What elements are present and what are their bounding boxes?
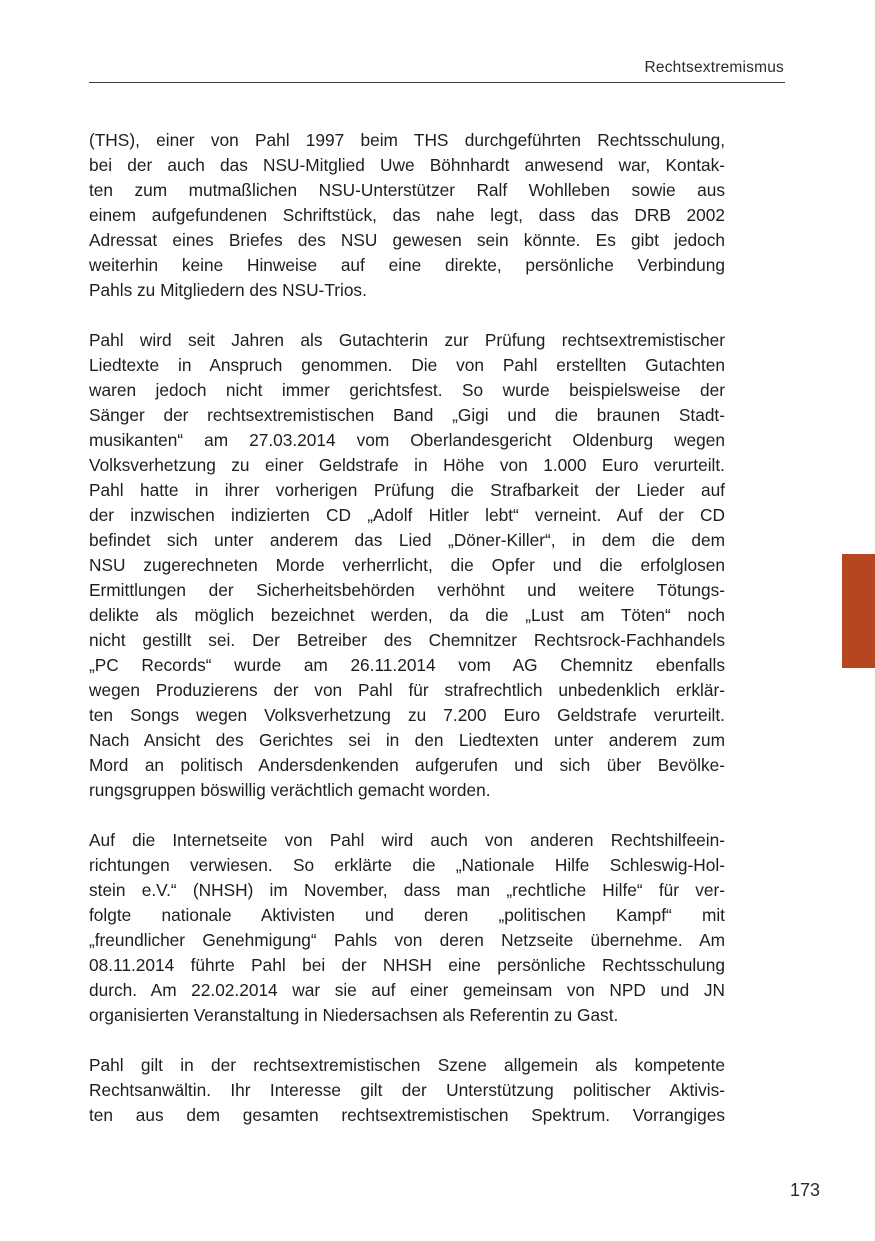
- text-line: Adressat eines Briefes des NSU gewesen sein könnte. Es gibt jedoch: [89, 230, 725, 250]
- text-line: Nach Ansicht des Gerichtes sei in den Liedtexten unter anderem zum: [89, 730, 725, 750]
- text-line: stein e.V.“ (NHSH) im November, dass man „rechtliche Hilfe“ für ver-: [89, 880, 725, 900]
- text-line: nicht gestillt sei. Der Betreiber des Chemnitzer Rechtsrock-Fachhandels: [89, 630, 725, 650]
- text-line: Sänger der rechtsextremistischen Band „Gigi und die braunen Stadt-: [89, 405, 725, 425]
- text-line: musikanten“ am 27.03.2014 vom Oberlandesgericht Oldenburg wegen: [89, 430, 725, 450]
- text-line: Pahl gilt in der rechtsextremistischen Szene allgemein als kompetente: [89, 1055, 725, 1075]
- text-line: 08.11.2014 führte Pahl bei der NHSH eine persönliche Rechtsschulung: [89, 955, 725, 975]
- text-line: folgte nationale Aktivisten und deren „politischen Kampf“ mit: [89, 905, 725, 925]
- paragraph-4: [89, 1053, 725, 1128]
- body-text: [89, 128, 725, 1153]
- text-line: Volksverhetzung zu einer Geldstrafe in Höhe von 1.000 Euro verurteilt.: [89, 455, 725, 475]
- text-line: rungsgruppen böswillig verächtlich gemacht worden.: [89, 780, 491, 800]
- text-line: NSU zugerechneten Morde verherrlicht, die Opfer und die erfolglosen: [89, 555, 725, 575]
- text-line: organisierten Veranstaltung in Niedersachsen als Referentin zu Gast.: [89, 1005, 619, 1025]
- text-line: „freundlicher Genehmigung“ Pahls von deren Netzseite übernehme. Am: [89, 930, 725, 950]
- text-line: (THS), einer von Pahl 1997 beim THS durchgeführten Rechtsschulung,: [89, 130, 725, 150]
- text-line: weiterhin keine Hinweise auf eine direkte, persönliche Verbindung: [89, 255, 725, 275]
- running-header-title: Rechtsextremismus: [644, 59, 784, 76]
- text-line: delikte als möglich bezeichnet werden, da die „Lust am Töten“ noch: [89, 605, 725, 625]
- text-line: ten Songs wegen Volksverhetzung zu 7.200 Euro Geldstrafe verurteilt.: [89, 705, 725, 725]
- paragraph-1: [89, 128, 725, 303]
- text-line: Pahl wird seit Jahren als Gutachterin zur Prüfung rechtsextremistischer: [89, 330, 725, 350]
- text-line: Rechtsanwältin. Ihr Interesse gilt der Unterstützung politischer Aktivis-: [89, 1080, 725, 1100]
- text-line: ten aus dem gesamten rechtsextremistischen Spektrum. Vorrangiges: [89, 1105, 725, 1125]
- text-line: waren jedoch nicht immer gerichtsfest. So wurde beispielsweise der: [89, 380, 725, 400]
- page-number: 173: [789, 1180, 820, 1200]
- text-line: Pahls zu Mitgliedern des NSU-Trios.: [89, 280, 367, 300]
- text-line: Auf die Internetseite von Pahl wird auch von anderen Rechtshilfeein-: [89, 830, 725, 850]
- text-line: Mord an politisch Andersdenkenden aufgerufen und sich über Bevölke-: [89, 755, 725, 775]
- header-rule: [89, 82, 785, 83]
- text-line: wegen Produzierens der von Pahl für strafrechtlich unbedenklich erklär-: [89, 680, 725, 700]
- text-line: Liedtexte in Anspruch genommen. Die von Pahl erstellten Gutachten: [89, 355, 725, 375]
- text-line: einem aufgefundenen Schriftstück, das nahe legt, dass das DRB 2002: [89, 205, 725, 225]
- text-line: befindet sich unter anderem das Lied „Döner-Killer“, in dem die dem: [89, 530, 725, 550]
- text-line: „PC Records“ wurde am 26.11.2014 vom AG Chemnitz ebenfalls: [89, 655, 725, 675]
- text-line: ten zum mutmaßlichen NSU-Unterstützer Ralf Wohlleben sowie aus: [89, 180, 725, 200]
- text-line: bei der auch das NSU-Mitglied Uwe Böhnhardt anwesend war, Kontak-: [89, 155, 725, 175]
- text-line: Pahl hatte in ihrer vorherigen Prüfung die Strafbarkeit der Lieder auf: [89, 480, 725, 500]
- paragraph-3: [89, 828, 725, 1028]
- paragraph-2: [89, 328, 725, 803]
- chapter-thumb-tab: [842, 554, 875, 668]
- text-line: durch. Am 22.02.2014 war sie auf einer gemeinsam von NPD und JN: [89, 980, 725, 1000]
- text-line: richtungen verwiesen. So erklärte die „Nationale Hilfe Schleswig-Hol-: [89, 855, 725, 875]
- text-line: der inzwischen indizierten CD „Adolf Hitler lebt“ verneint. Auf der CD: [89, 505, 725, 525]
- text-line: Ermittlungen der Sicherheitsbehörden verhöhnt und weitere Tötungs-: [89, 580, 725, 600]
